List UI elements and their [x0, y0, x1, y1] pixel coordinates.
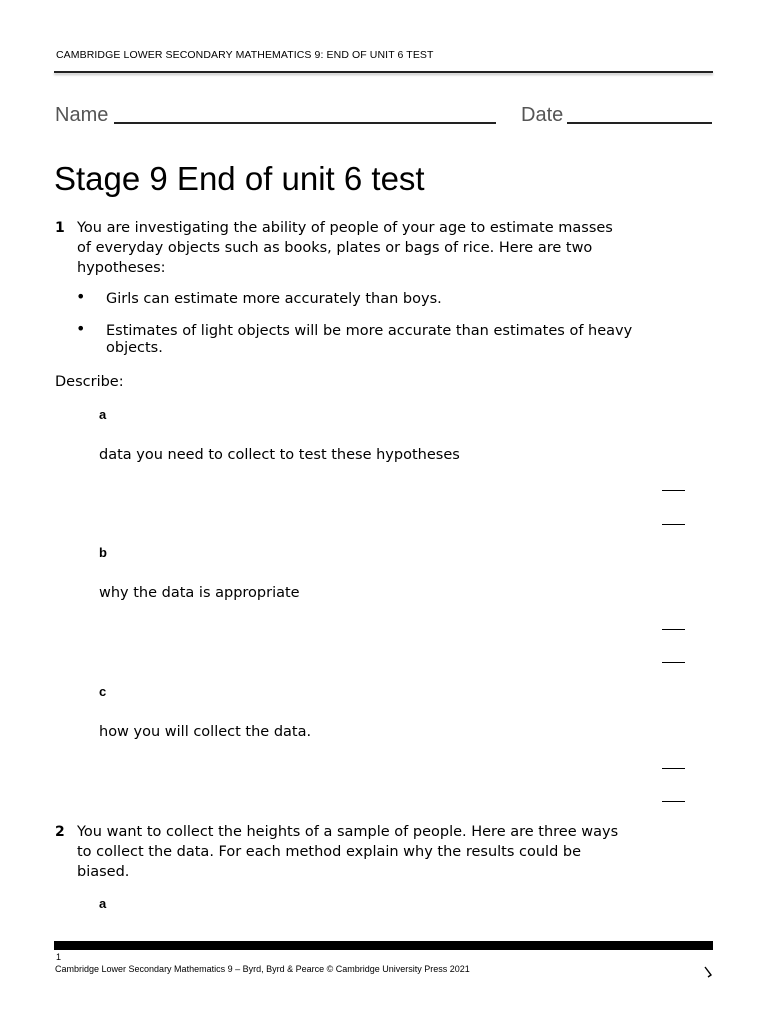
answer-line[interactable]	[662, 629, 685, 630]
question-2-text-line-3: biased.	[77, 864, 130, 880]
part-c-text: how you will collect the data.	[99, 724, 312, 740]
part-b-label: b	[99, 545, 107, 560]
page-number: 1	[56, 952, 62, 962]
hypothesis-2-line-2: objects.	[106, 340, 163, 356]
question-1-text-line-3: hypotheses:	[77, 260, 166, 276]
question-1-text-line-2: of everyday objects such as books, plates or bags of rice. Here are two	[77, 240, 593, 256]
part-b-text: why the data is appropriate	[99, 585, 300, 601]
footer-bar	[54, 941, 713, 950]
part-a-label: a	[99, 407, 107, 422]
chevron-right-icon	[702, 965, 714, 979]
answer-line[interactable]	[662, 768, 685, 769]
hypothesis-1: Girls can estimate more accurately than boys.	[106, 291, 442, 307]
question-2-text-line-2: to collect the data. For each method explain why the results could be	[77, 844, 582, 860]
date-field-line[interactable]	[567, 122, 712, 124]
page-title: Stage 9 End of unit 6 test	[54, 160, 425, 197]
name-field-line[interactable]	[114, 122, 496, 124]
answer-line[interactable]	[662, 490, 685, 491]
bullet-point-icon: •	[76, 287, 86, 306]
bullet-point-icon: •	[76, 319, 86, 338]
question-1-text-line-1: You are investigating the ability of people of your age to estimate masses	[77, 220, 613, 236]
describe-label: Describe:	[55, 374, 124, 390]
name-label: Name	[55, 104, 109, 126]
hypothesis-2-line-1: Estimates of light objects will be more accurate than estimates of heavy	[106, 323, 633, 339]
answer-line[interactable]	[662, 801, 685, 802]
part-a-text: data you need to collect to test these hypotheses	[99, 447, 460, 463]
answer-line[interactable]	[662, 524, 685, 525]
footer-credit: Cambridge Lower Secondary Mathematics 9 – Byrd, Byrd & Pearce © Cambridge University Press 2021	[55, 964, 470, 974]
question-2-text-line-1: You want to collect the heights of a sample of people. Here are three ways	[77, 824, 619, 840]
question-2-part-a-label: a	[99, 896, 107, 911]
part-c-label: c	[99, 684, 107, 699]
running-header: CAMBRIDGE LOWER SECONDARY MATHEMATICS 9: END OF UNIT 6 TEST	[56, 49, 434, 61]
question-1-number: 1	[55, 220, 65, 236]
header-divider	[54, 71, 713, 73]
question-2-number: 2	[55, 824, 65, 840]
date-label: Date	[521, 104, 564, 126]
answer-line[interactable]	[662, 662, 685, 663]
